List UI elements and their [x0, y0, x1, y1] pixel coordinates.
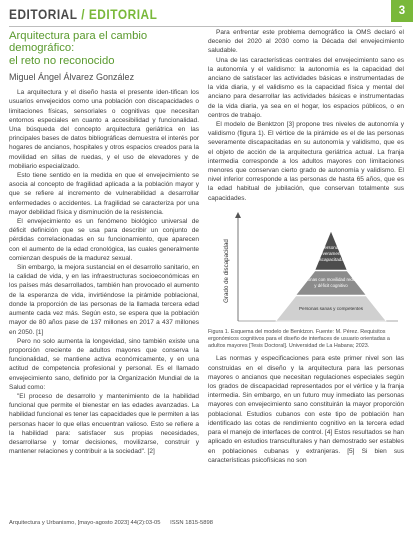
- article-title-line: el reto no reconocido: [9, 54, 115, 67]
- article-title: [9, 30, 199, 67]
- level-bottom-label: Personas sanas y competentes: [298, 305, 364, 311]
- body-paragraph: Una de las características centrales del envejecimiento sano es la autonomía y el validismo: la autonomía es la capacidad del anciano de satisfacer las actividades básicas e instrumentadas de la vida diaria, y el validismo es la capacidad física y mental del anciano para desarrollar las actividades básicas e instrumentadas de la vida diaria, ya sea en el hogar, los espacios públicos, o en centros de trabajo.: [208, 56, 404, 119]
- body-paragraph: Para enfrentar este problema demográfico la OMS declaró el decenio del 2020 al 2030 como la Década del envejecimiento saludable.: [208, 29, 404, 55]
- y-axis-label: Grado de discapacidad: [223, 239, 230, 303]
- left-column: [9, 28, 199, 456]
- article-title-line: Arquitectura para el cambio: [9, 30, 148, 42]
- page-number-badge: 3: [391, 0, 413, 22]
- quote-paragraph: "El proceso de desarrollo y mantenimiento de la habilidad funcional que permite el bienestar en las edades avanzadas. La habilidad funcional es tener las capacidades que le permiten a las personas hacer lo que ellas encuentran valioso. Esto se refiere a la habilidad para: satisfacer sus propias necesidades, desarrollarse y tomar decisiones, movilizarse, construir y mantener relaciones y contribuir a la sociedad". [2]: [9, 392, 199, 456]
- header-divider: [9, 26, 402, 27]
- pyramid-diagram: [208, 209, 404, 327]
- level-middle-label: y déficit cognitivo: [314, 282, 348, 288]
- body-paragraph: Esto tiene sentido en la medida en que el envejecimiento se asocia al concepto de fragilidad aplicada a la población mayor y que se refiere al incremento de vulnerabilidad a desarrollar enfermedades o accidentes. La fragilidad se caracteriza por una mayor debilidad física y disminución de la resistencia.: [9, 172, 199, 216]
- body-paragraph: El envejecimiento es un fenómeno biológico universal de déficit definición que se usa para describir un conjunto de pérdidas correlacionadas en su funcionamiento, que aparecen con el aumento de la edad cronológica, las cuales generalmente comienzan después de la madurez sexual.: [9, 218, 199, 262]
- level-middle-label: Personas con movilidad reducida: [298, 276, 364, 282]
- figure-caption: Figura 1. Esquema del modelo de Benktzon. Fuente: M. Pérez. Requisitos ergonómicos cognitivos para el diseño de interfaces de usuario orientadas a adultos mayores [Tesis Doctoral]. Universidad de La Habana; 2023.: [208, 328, 390, 350]
- section-label-separator: /: [81, 7, 86, 22]
- footer-issn: ISSN 1815-5898: [170, 520, 213, 526]
- figure-benktzon-pyramid: [208, 209, 404, 327]
- article-author: Miguel Ángel Álvarez González: [9, 72, 135, 83]
- body-paragraph: El modelo de Benktzon [3] propone tres niveles de autonomía y validismo (figura 1). El vértice de la pirámide es el de las personas severamente discapacitadas en su autonomía y validismo, que es el objeto de acción de la arquitectura geriátrica actual. La franja intermedia corresponde a los adultos mayores con limitaciones menores que conservan cierto grado de autonomía y validismo. El nivel inferior corresponde a las personas de hasta 65 años, que es la edad habitual de jubilación, que conservan totalmente sus capacidades.: [208, 121, 404, 202]
- y-axis-arrowhead: [235, 212, 241, 218]
- body-paragraph: Sin embargo, la mejora sustancial en el desarrollo sanitario, en la calidad de vida, y en las infraestructuras socioeconómicas en los países más desarrollados, también han provocado el aumento de la esperanza de vida, invirtiéndose la pirámide poblacional, donde la proporción de las personas de la llamada tercera edad aumente cada vez más. Según esto, se espera que la población mayor de 80 años pase de 137 millones en 2017 a 437 millones en 2050. [1]: [9, 264, 199, 336]
- section-label-primary: EDITORIAL: [9, 7, 78, 22]
- page-footer: [9, 520, 402, 526]
- section-label: [9, 7, 157, 22]
- body-paragraph: Pero no solo aumenta la longevidad, sino también existe una proporción creciente de adultos mayores que conserva la funcionalidad, se mantiene activa económicamente, y en una actitud de competencia profesional y personal. Es el llamado envejecimiento sano, definido por la Organización Mundial de la Salud como:: [9, 337, 199, 391]
- section-label-secondary: EDITORIAL: [88, 7, 158, 22]
- level-top-label: discapacitadas: [315, 256, 347, 262]
- body-paragraph: La arquitectura y el diseño hasta el presente iden-tifican los usuarios envejecidos como una población con discapacidades o limitaciones físicas, sensoriales o cognitivas que necesitan entornos especiales en cuanto a accesibilidad y funcionalidad. Una búsqueda del concepto arquitectura geriátrica en las principales bases de datos bibliográficas demuestra el interés por hogares de ancianos, hospitales y otros espacios creados para la movilidad en sillas de ruedas, y el uso de elevadores y de mobiliario especializado.: [9, 89, 199, 170]
- level-top-label: Personas: [321, 244, 341, 250]
- article-title-line: demográfico:: [9, 42, 75, 55]
- page-header: [0, 0, 413, 28]
- level-top-label: severamente: [317, 250, 345, 256]
- right-column: [208, 28, 404, 465]
- body-paragraph: Las normas y especificaciones para este primer nivel son las construidas en el diseño y la arquitectura para las personas mayores o ancianos que necesitan regulaciones especiales según los grados de discapacidad representados por el vértice y la franja intermedia. Sin embargo, en un futuro muy inmediato las personas mayores con envejecimiento sano constituirán la mayor proporción poblacional. Estudios cubanos con este tipo de población han identificado las cotas de rendimiento cognitivo en la tercera edad para el manejo de interfaces de control. [4] Estos resultados se han aplicado en estudios transculturales y han demostrado ser estables en poblaciones cubanas y extranjeras. [5] Si bien sus características psicofísicas no son: [208, 355, 404, 464]
- footer-journal: Arquitectura y Urbanismo, [mayo-agosto 2023] 44(2):03-05: [9, 520, 161, 526]
